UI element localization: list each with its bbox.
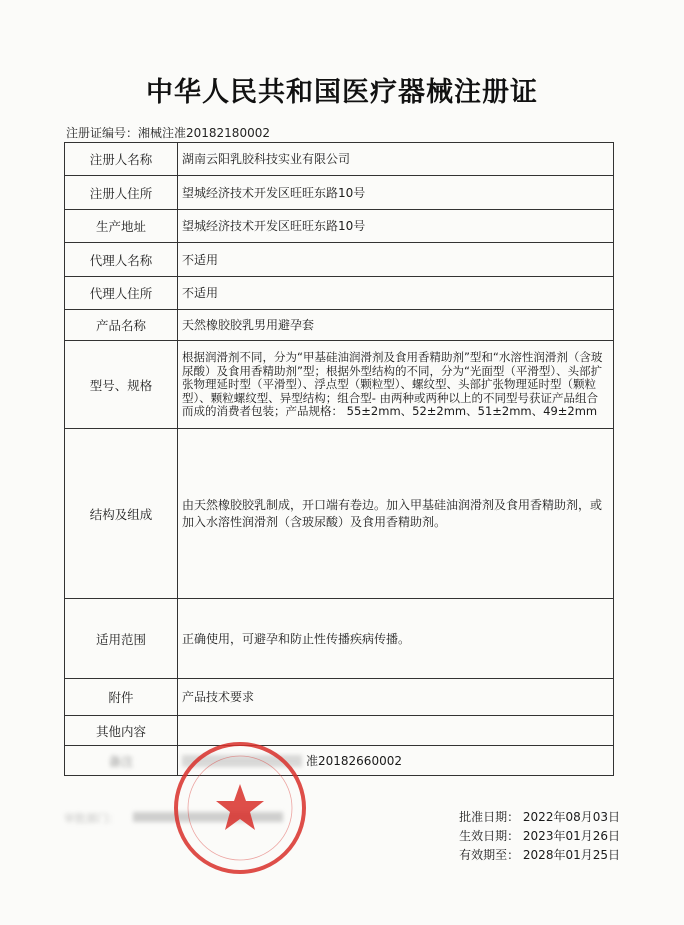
approval-dept-label: 审批部门：: [64, 812, 119, 825]
row-value: 天然橡胶胶乳男用避孕套: [178, 310, 614, 341]
row-label: 型号、规格: [65, 341, 178, 429]
row-value: 由天然橡胶胶乳制成，开口端有卷边。加入甲基硅油润滑剂及食用香精助剂，或加入水溶性润滑剂（含玻尿酸）及食用香精助剂。: [178, 429, 614, 599]
table-row: [65, 716, 614, 746]
row-label: 代理人住所: [65, 277, 178, 310]
table-row: [65, 310, 614, 341]
official-seal-icon: [170, 738, 310, 878]
approval-date: 批准日期： 2022年08月03日: [459, 810, 620, 824]
date-block: [420, 808, 620, 865]
table-row: [65, 210, 614, 243]
table-row: [65, 277, 614, 310]
row-value: 产品技术要求: [178, 679, 614, 716]
row-value: 望城经济技术开发区旺旺东路10号: [178, 210, 614, 243]
row-label: 注册人名称: [65, 143, 178, 176]
row-value: 根据润滑剂不同，分为“甲基硅油润滑剂及食用香精助剂”型和“水溶性润滑剂（含玻尿酸）及食用香精助剂”型；根据外型结构的不同，分为“光面型（平滑型）、头部扩张物理延时型（平滑型）、浮点型（颗粒型）、螺纹型、头部扩张物理延时型（颗粒型）、颗粒螺纹型、异型结构；组合型- 由两种或两种以上的不同型号获证产品组合而成的消费者包装；产品规格： 55±2mm、52±2mm、51±2mm、49±2mm: [178, 341, 614, 429]
table-row: [65, 599, 614, 679]
row-label: 附件: [65, 679, 178, 716]
row-value: 不适用: [178, 277, 614, 310]
row-value: 正确使用，可避孕和防止性传播疾病传播。: [178, 599, 614, 679]
row-label: 其他内容: [65, 716, 178, 746]
expiry-date: 有效期至： 2028年01月25日: [459, 848, 620, 862]
row-label: 生产地址: [65, 210, 178, 243]
row-label: 注册人住所: [65, 176, 178, 210]
row-label: 适用范围: [65, 599, 178, 679]
table-row: [65, 341, 614, 429]
remark-text: 准20182660002: [306, 753, 402, 768]
certificate-title: 中华人民共和国医疗器械注册证: [146, 77, 538, 108]
row-label: 备注: [65, 746, 178, 776]
table-row: [65, 746, 614, 776]
table-row: [65, 176, 614, 210]
row-value: 望城经济技术开发区旺旺东路10号: [178, 176, 614, 210]
table-row: [65, 429, 614, 599]
table-row: [65, 679, 614, 716]
row-label: 结构及组成: [65, 429, 178, 599]
table-row: [65, 143, 614, 176]
effective-date: 生效日期： 2023年01月26日: [459, 829, 620, 843]
row-label: 产品名称: [65, 310, 178, 341]
row-value: 湖南云阳乳胶科技实业有限公司: [178, 143, 614, 176]
registration-number: 注册证编号：湘械注准20182180002: [66, 126, 270, 140]
certificate-table: [64, 142, 614, 776]
table-row: [65, 243, 614, 277]
row-label: 代理人名称: [65, 243, 178, 277]
row-value: 不适用: [178, 243, 614, 277]
